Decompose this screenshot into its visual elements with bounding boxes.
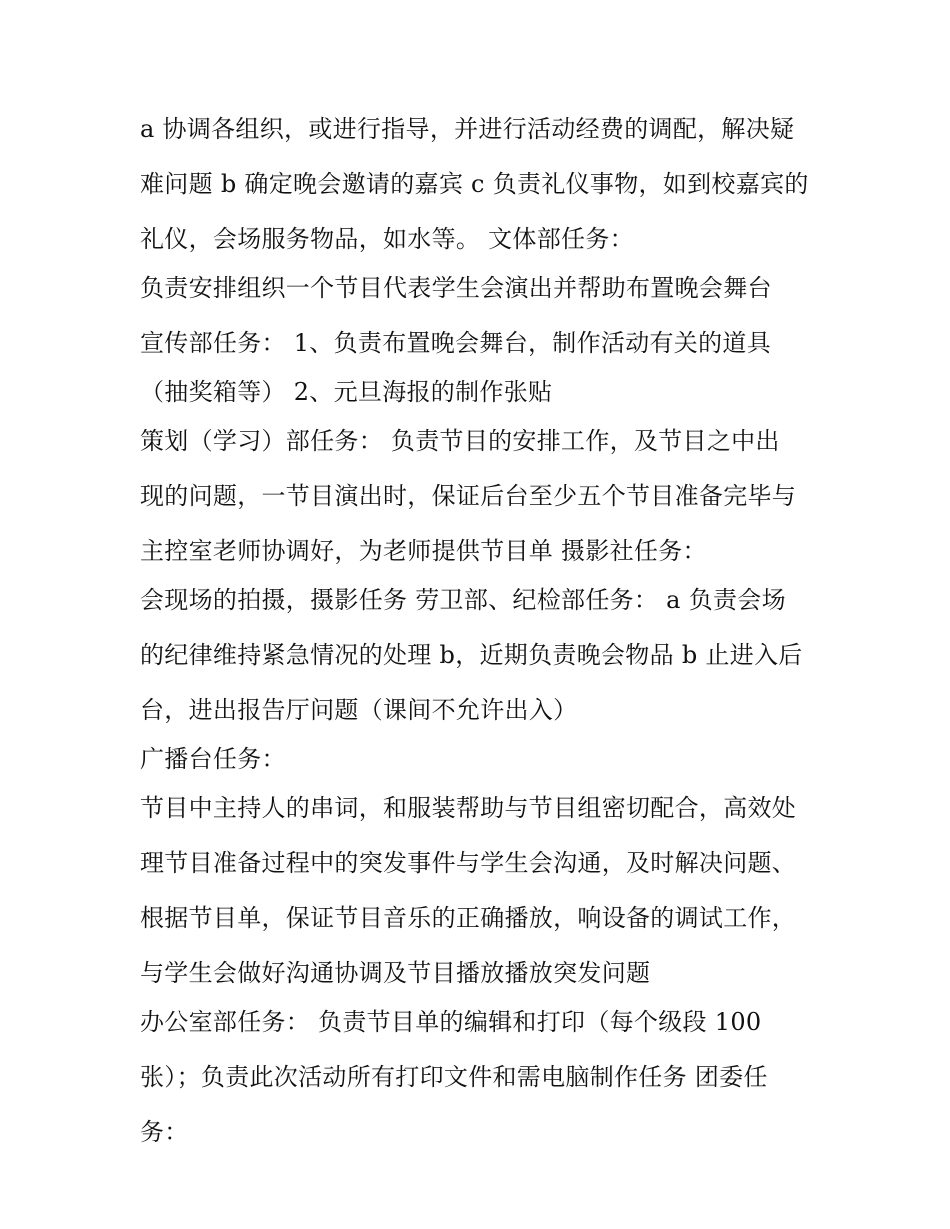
text-line-5: 宣传部任务： 1、负责布置晚会舞台，制作活动有关的道具 xyxy=(140,329,771,357)
text-line-10: 会现场的拍摄，摄影任务 劳卫部、纪检部任务： a 负责会场 xyxy=(140,586,786,614)
text-line-7: 策划（学习）部任务： 负责节目的安排工作，及节目之中出 xyxy=(140,427,780,455)
text-line-1: a 协调各组织，或进行指导，并进行活动经费的调配，解决疑 xyxy=(140,115,795,143)
text-line-6: （抽奖箱等） 2、元旦海报的制作张贴 xyxy=(140,378,553,406)
text-line-11: 的纪律维持紧急情况的处理 b，近期负责晚会物品 b 止进入后 xyxy=(140,641,803,669)
text-line-3: 礼仪，会场服务物品，如水等。 文体部任务： xyxy=(140,225,634,253)
text-line-8: 现的问题，一节目演出时，保证后台至少五个节目准备完毕与 xyxy=(140,482,797,510)
text-line-19: 张）；负责此次活动所有打印文件和需电脑制作任务 团委任 xyxy=(140,1063,768,1091)
text-line-12: 台，进出报告厅问题（课间不允许出入） xyxy=(140,696,578,724)
text-line-14: 节目中主持人的串词，和服装帮助与节目组密切配合，高效处 xyxy=(140,794,797,822)
document-body xyxy=(140,109,820,1152)
text-line-2: 难问题 b 确定晚会邀请的嘉宾 c 负责礼仪事物，如到校嘉宾的 xyxy=(140,170,809,198)
text-line-9: 主控室老师协调好，为老师提供节目单 摄影社任务： xyxy=(140,537,707,565)
text-line-16: 根据节目单，保证节目音乐的正确播放，响设备的调试工作， xyxy=(140,904,797,932)
text-line-17: 与学生会做好沟通协调及节目播放播放突发问题 xyxy=(140,959,651,987)
text-line-15: 理节目准备过程中的突发事件与学生会沟通，及时解决问题、 xyxy=(140,849,797,877)
text-line-4: 负责安排组织一个节目代表学生会演出并帮助布置晚会舞台 xyxy=(140,274,772,302)
text-line-18: 办公室部任务： 负责节目单的编辑和打印（每个级段 100 xyxy=(140,1008,762,1036)
text-line-20: 务： xyxy=(140,1118,189,1146)
text-line-13: 广播台任务： xyxy=(140,745,286,773)
